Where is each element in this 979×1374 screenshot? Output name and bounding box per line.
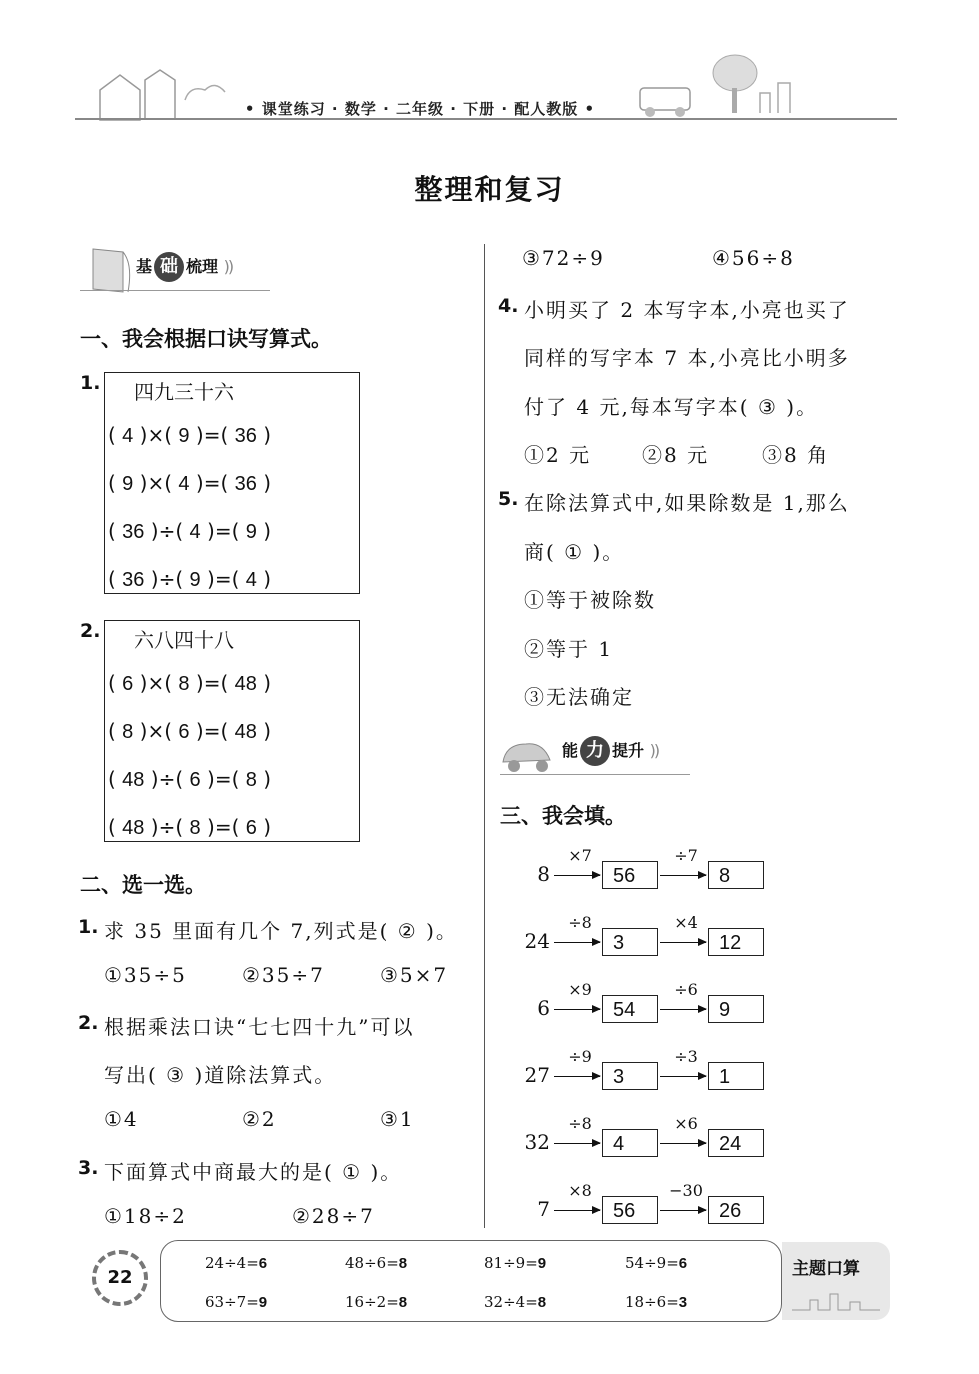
- equation-factor-b: 9: [189, 569, 201, 591]
- oral-calc-question: 18÷6=: [625, 1293, 679, 1311]
- badge-basic: 基 础 梳理 )): [136, 252, 232, 282]
- q2-number: 2.: [78, 1012, 99, 1034]
- equation-operator: ×: [147, 671, 165, 695]
- equation-factor-a: 48: [122, 817, 145, 839]
- section1-heading: 一、我会根据口诀写算式。: [80, 327, 332, 351]
- equation-factor-a: 6: [122, 673, 134, 695]
- chain-answer-box-2: 24: [708, 1129, 764, 1157]
- chain-operation-2: −30: [669, 1181, 703, 1200]
- chain-start-number: 8: [537, 862, 550, 886]
- group1-number: 1.: [80, 372, 101, 394]
- chain-arrow-1: [554, 1009, 600, 1010]
- q3-option-4: ④56÷8: [712, 246, 795, 270]
- equation-factor-a: 8: [122, 721, 134, 743]
- q2-option-3: ③1: [380, 1107, 415, 1131]
- q2-option-1: ①4: [104, 1107, 139, 1131]
- house-illustration: [90, 60, 230, 122]
- q5-option-1: ①等于被除数: [524, 588, 656, 612]
- equation-factor-a: 36: [122, 521, 145, 543]
- q4-option-3: ③8 角: [762, 443, 830, 467]
- oral-calc-answer: 6: [678, 1255, 688, 1272]
- q5-option-3: ③无法确定: [524, 685, 634, 709]
- chain-operation-2: ÷7: [674, 846, 698, 865]
- theme-label: 主题口算: [792, 1259, 860, 1279]
- header-text: • 课堂练习 · 数学 · 二年级 · 下册 · 配人教版 •: [244, 100, 596, 118]
- q3-answer: ①: [342, 1162, 363, 1184]
- oral-calc-question: 48÷6=: [345, 1254, 399, 1272]
- equation-factor-a: 4: [122, 425, 134, 447]
- equation-operator: ÷: [158, 767, 176, 791]
- oral-calc-item: [625, 1293, 687, 1311]
- equation-factor-b: 4: [189, 521, 201, 543]
- chain-operation-1: ×8: [568, 1181, 592, 1200]
- equation-row: ( 8 )×( 6 )=( 48 ): [108, 719, 272, 743]
- q4-line1: 小明买了 2 本写字本,小亮也买了: [524, 298, 850, 322]
- q3-number: 3.: [78, 1157, 99, 1179]
- equation-row: ( 36 )÷( 9 )=( 4 ): [108, 567, 272, 591]
- q1-option-3: ③5×7: [380, 963, 449, 987]
- equation-operator: ÷: [158, 519, 176, 543]
- chain-arrow-1: [554, 875, 600, 876]
- group2-rhyme: 六八四十八: [134, 628, 234, 652]
- oral-calc-question: 16÷2=: [345, 1293, 399, 1311]
- oral-calc-question: 24÷4=: [205, 1254, 259, 1272]
- equation-result: 36: [234, 473, 257, 495]
- chain-arrow-1: [554, 942, 600, 943]
- chain-arrow-1: [554, 1143, 600, 1144]
- q2-line1: 根据乘法口诀“七七四十九”可以: [104, 1015, 415, 1039]
- oral-calc-item: [345, 1254, 407, 1272]
- chain-start-number: 27: [524, 1063, 550, 1087]
- chain-answer-box-2: 8: [708, 861, 764, 889]
- q1-text: 求 35 里面有几个 7,列式是( ② )。: [104, 919, 458, 943]
- q1-answer: ②: [397, 921, 418, 943]
- equation-factor-a: 48: [122, 769, 145, 791]
- chain-operation-2: ÷6: [674, 980, 698, 999]
- equation-row: ( 48 )÷( 6 )=( 8 ): [108, 767, 272, 791]
- chain-answer-box-2: 12: [708, 928, 764, 956]
- equation-factor-a: 36: [122, 569, 145, 591]
- equation-result: 48: [234, 721, 257, 743]
- q4-line3: 付了 4 元,每本写字本( ③ )。: [524, 395, 819, 419]
- badge-ability-rule: [500, 774, 690, 775]
- equation-result: 8: [245, 769, 257, 791]
- oral-calc-item: [205, 1293, 267, 1311]
- oral-calc-answer: 8: [398, 1255, 408, 1272]
- q5-line2: 商( ① )。: [524, 540, 625, 564]
- chain-answer-box-1: 3: [602, 1062, 658, 1090]
- section2-heading: 二、选一选。: [80, 873, 206, 897]
- equation-factor-b: 6: [189, 769, 201, 791]
- oral-calc-question: 32÷4=: [484, 1293, 538, 1311]
- group2-number: 2.: [80, 620, 101, 642]
- chain-arrow-2: [660, 1009, 706, 1010]
- chain-operation-1: ×7: [568, 846, 592, 865]
- chain-operation-2: ×4: [674, 913, 698, 932]
- chain-answer-box-1: 56: [602, 1196, 658, 1224]
- chain-arrow-2: [660, 1210, 706, 1211]
- oral-calc-question: 81÷9=: [484, 1254, 538, 1272]
- equation-factor-b: 9: [178, 425, 190, 447]
- skyline-icon: [790, 1286, 882, 1314]
- q2-answer: ③: [166, 1065, 187, 1087]
- car-tree-illustration: [610, 48, 820, 120]
- page-number-badge: 22: [92, 1250, 148, 1306]
- equation-result: 6: [245, 817, 257, 839]
- q2-option-2: ②2: [242, 1107, 277, 1131]
- oral-calc-answer: 8: [398, 1294, 408, 1311]
- oral-calc-answer: 6: [258, 1255, 268, 1272]
- q4-option-2: ②8 元: [642, 443, 710, 467]
- q4-answer: ③: [757, 397, 778, 419]
- equation-factor-b: 4: [178, 473, 190, 495]
- chain-operation-2: ÷3: [674, 1047, 698, 1066]
- oral-calc-answer: 9: [258, 1294, 268, 1311]
- group1-rhyme: 四九三十六: [134, 380, 234, 404]
- oral-calc-question: 63÷7=: [205, 1293, 259, 1311]
- equation-row: ( 6 )×( 8 )=( 48 ): [108, 671, 272, 695]
- q2-line2: 写出( ③ )道除法算式。: [104, 1063, 337, 1087]
- column-divider: [484, 244, 485, 1228]
- chain-arrow-2: [660, 942, 706, 943]
- chain-operation-1: ÷8: [568, 1114, 592, 1133]
- chain-answer-box-1: 56: [602, 861, 658, 889]
- chain-start-number: 32: [524, 1130, 550, 1154]
- oral-calc-item: [484, 1254, 546, 1272]
- chain-arrow-1: [554, 1210, 600, 1211]
- oral-calc-item: [345, 1293, 407, 1311]
- oral-calc-item: [484, 1293, 546, 1311]
- chain-arrow-2: [660, 1076, 706, 1077]
- chain-answer-box-1: 4: [602, 1129, 658, 1157]
- car-icon: [498, 732, 560, 776]
- theme-tab: [782, 1242, 890, 1320]
- chain-answer-box-1: 54: [602, 995, 658, 1023]
- equation-operator: ×: [147, 471, 165, 495]
- equation-factor-b: 6: [178, 721, 190, 743]
- page-title: 整理和复习: [414, 173, 565, 206]
- chain-answer-box-2: 1: [708, 1062, 764, 1090]
- chain-arrow-2: [660, 1143, 706, 1144]
- chain-start-number: 24: [524, 929, 550, 953]
- oral-calc-item: [625, 1254, 687, 1272]
- badge-basic-rule: [80, 290, 270, 291]
- oral-calc-answer: 3: [678, 1294, 688, 1311]
- equation-factor-b: 8: [189, 817, 201, 839]
- chain-start-number: 6: [537, 996, 550, 1020]
- q3-text: 下面算式中商最大的是( ① )。: [104, 1160, 403, 1184]
- equation-operator: ÷: [158, 567, 176, 591]
- oral-calc-question: 54÷9=: [625, 1254, 679, 1272]
- oral-calc-answer: 9: [537, 1255, 547, 1272]
- equation-factor-b: 8: [178, 673, 190, 695]
- section3-heading: 三、我会填。: [500, 804, 626, 828]
- badge-ability: 能 力 提升 )): [562, 736, 658, 766]
- equation-result: 4: [245, 569, 257, 591]
- chain-answer-box-2: 9: [708, 995, 764, 1023]
- equation-factor-a: 9: [122, 473, 134, 495]
- chain-start-number: 7: [537, 1197, 550, 1221]
- q3-option-1: ①18÷2: [104, 1204, 187, 1228]
- chain-operation-1: ÷8: [568, 913, 592, 932]
- equation-result: 36: [234, 425, 257, 447]
- chain-operation-1: ×9: [568, 980, 592, 999]
- equation-operator: ×: [147, 719, 165, 743]
- equation-row: ( 48 )÷( 8 )=( 6 ): [108, 815, 272, 839]
- chain-answer-box-2: 26: [708, 1196, 764, 1224]
- equation-row: ( 36 )÷( 4 )=( 9 ): [108, 519, 272, 543]
- q4-option-1: ①2 元: [524, 443, 592, 467]
- chain-arrow-1: [554, 1076, 600, 1077]
- q3-option-2: ②28÷7: [292, 1204, 375, 1228]
- q4-number: 4.: [498, 295, 519, 317]
- q1-option-1: ①35÷5: [104, 963, 187, 987]
- q5-number: 5.: [498, 488, 519, 510]
- q1-option-2: ②35÷7: [242, 963, 325, 987]
- chain-arrow-2: [660, 875, 706, 876]
- equation-result: 9: [245, 521, 257, 543]
- q4-line2: 同样的写字本 7 本,小亮比小明多: [524, 346, 850, 370]
- chain-answer-box-1: 3: [602, 928, 658, 956]
- q5-line1: 在除法算式中,如果除数是 1,那么: [524, 491, 850, 515]
- q5-option-2: ②等于 1: [524, 637, 614, 661]
- equation-operator: ÷: [158, 815, 176, 839]
- q5-answer: ①: [564, 542, 585, 564]
- equation-row: ( 9 )×( 4 )=( 36 ): [108, 471, 272, 495]
- chain-operation-1: ÷9: [568, 1047, 592, 1066]
- chain-operation-2: ×6: [674, 1114, 698, 1133]
- book-icon: [88, 244, 138, 296]
- oral-calc-item: [205, 1254, 267, 1272]
- q1-number: 1.: [78, 916, 99, 938]
- equation-operator: ×: [147, 423, 165, 447]
- q3-option-3: ③72÷9: [522, 246, 605, 270]
- oral-calc-answer: 8: [537, 1294, 547, 1311]
- equation-row: ( 4 )×( 9 )=( 36 ): [108, 423, 272, 447]
- equation-result: 48: [234, 673, 257, 695]
